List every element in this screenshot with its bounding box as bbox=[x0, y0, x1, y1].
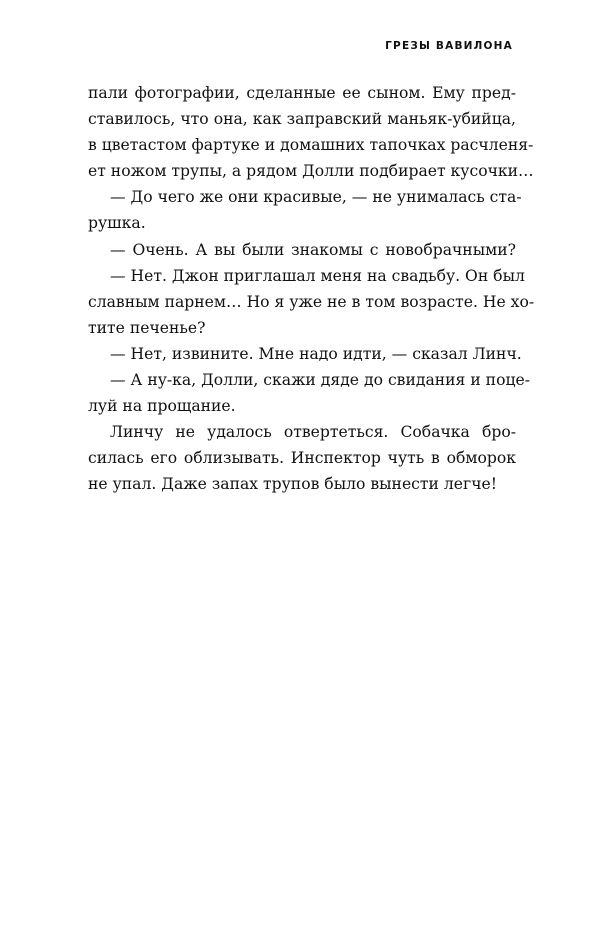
body-text bbox=[88, 80, 535, 498]
text-line: Линчу не удалось отвертеться. Собачка бро- bbox=[110, 423, 516, 442]
text-line: — Очень. А вы были знакомы с новобрачными? bbox=[110, 240, 516, 259]
text-line: — Нет. Джон приглашал меня на свадьбу. Он был bbox=[110, 266, 525, 285]
text-line: ставилось, что она, как заправский маньяк-убийца, bbox=[88, 110, 516, 129]
text-line: славным парнем… Но я уже не в том возрасте. Не хо- bbox=[88, 292, 535, 311]
text-line: силась его облизывать. Инспектор чуть в обморок bbox=[88, 449, 516, 468]
running-head: ГРЕЗЫ ВАВИЛОНА bbox=[385, 40, 513, 52]
text-line: — До чего же они красивые, — не унималась ста- bbox=[110, 188, 522, 207]
text-line: ет ножом трупы, а рядом Долли подбирает кусочки… bbox=[88, 162, 534, 181]
text-line: — А ну-ка, Долли, скажи дяде до свидания и поце- bbox=[110, 371, 530, 390]
text-line: — Нет, извините. Мне надо идти, — сказал Линч. bbox=[110, 344, 522, 363]
text-line: в цветастом фартуке и домашних тапочках расчленя- bbox=[88, 136, 534, 155]
text-line: тите печенье? bbox=[88, 318, 206, 337]
text-line: не упал. Даже запах трупов было вынести легче! bbox=[88, 475, 497, 494]
text-line: луй на прощание. bbox=[88, 397, 236, 416]
text-line: пали фотографии, сделанные ее сыном. Ему пред- bbox=[88, 84, 516, 102]
text-line: рушка. bbox=[88, 214, 146, 233]
